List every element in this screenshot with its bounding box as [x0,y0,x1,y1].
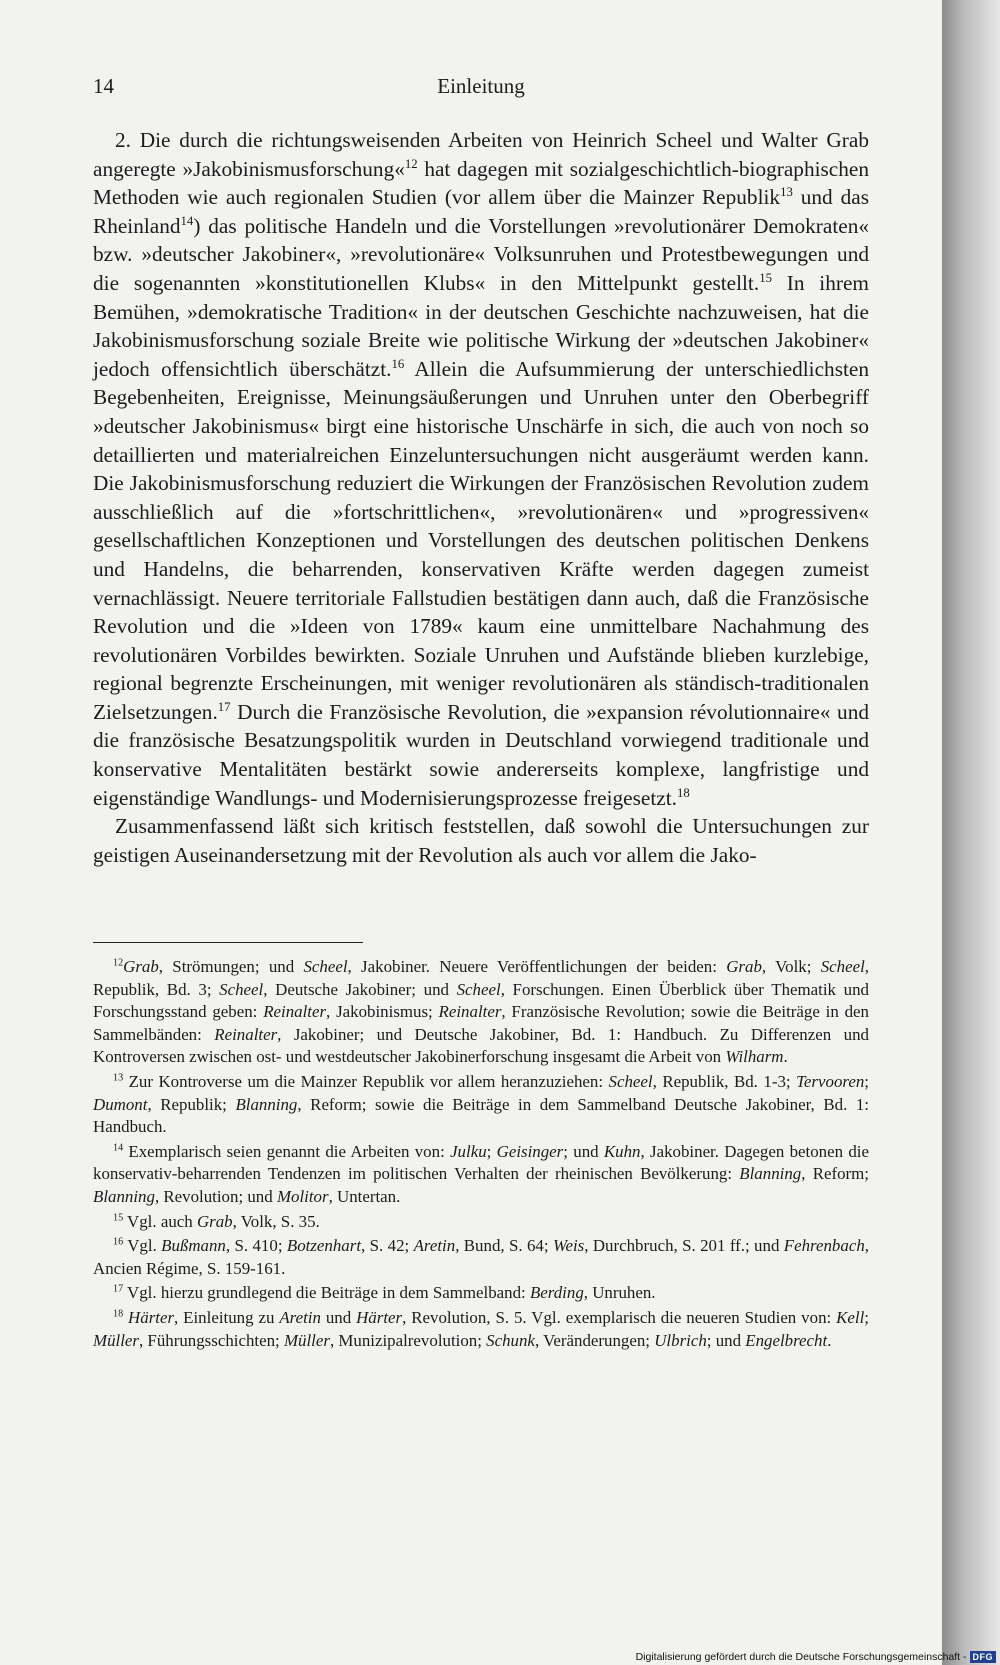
cited-author: Geisinger [496,1141,564,1161]
cited-author: Blanning [93,1186,155,1206]
footnote: $^{12}$Grab, Strömungen; und Scheel, Jakobiner. Neuere Veröffentlichungen der beiden: Grab, Volk; Scheel, Republik, Bd. 3; Scheel, Deutsche Jakobiner; und Scheel, Forschungen. Einen Überblick über Thematik und Forschungsstand geben: Reinalter, Jakobinismus; Reinalter, Französische Revolution; sowie die Beiträge in den Sammelbänden: Reinalter, Jakobiner; und Deutsche Jakobiner, Bd. 1: Handbuch. Zu Differenzen und Kontroversen zwischen ost- und westdeutscher Jakobinerforschung insgesamt die Arbeit von Wilharm. [93,957,869,1067]
cited-author: Dumont [93,1094,148,1114]
cited-author: Engelbrecht [745,1330,828,1350]
cited-author: Scheel [303,957,348,976]
footnote-ref: 18 [677,785,690,800]
cited-author: Weis [552,1236,585,1256]
cited-author: Härter [128,1307,175,1327]
cited-author: Bußmann [161,1236,226,1256]
cited-author: Scheel [219,979,264,999]
cited-author: Botzenhart [286,1236,362,1256]
cited-author: Scheel [608,1071,653,1091]
cited-author: Müller [283,1330,330,1350]
cited-author: Müller [93,1330,139,1350]
cited-author: Reinalter [214,1024,278,1044]
cited-author: Grab [196,1211,233,1231]
cited-author: Kuhn [603,1141,641,1161]
book-edge-shadow [942,0,1000,1665]
page-number: 14 [93,74,114,98]
cited-author: Molitor [276,1186,329,1206]
footnote-number: 17 [113,1283,124,1295]
footnote-number: 16 [113,1236,124,1248]
cited-author: Berding [529,1283,584,1303]
running-head: Einleitung [437,74,525,98]
cited-author: Ulbrich [654,1330,707,1350]
footnote-ref: 15 [759,270,772,285]
cited-author: Grab [726,957,762,976]
cited-author: Reinalter [263,1002,327,1022]
cited-author: Aretin [413,1236,456,1256]
footnote-number: 18 [113,1308,124,1320]
footnote-ref: 12 [404,156,418,171]
cited-author: Julku [450,1141,487,1161]
paragraph: 2. Die durch die richtungsweisenden Arbeiten von Heinrich Scheel und Walter Grab angeregte »Jakobinismusforschung«$^{12}$ hat dagegen mit sozialgeschichtlich-biographischen Methoden wie auch regionalen Studien (vor allem über die Mainzer Republik$^{13}$ und das Rheinland$^{14}$) das politische Handeln und die Vorstellungen »revolutionärer Demokraten« bzw. »deutscher Jakobiner«, »revolutionäre« Volksunruhen und Protestbewegungen und die sogenannten »konstitutionellen Klubs« in den Mittelpunkt gestellt.$^{15}$ In ihrem Bemühen, »demokratische Tradition« in der deutschen Geschichte nachzuweisen, hat die Jakobinismusforschung soziale Breite wie politische Wirkung der »deutschen Jakobiner« jedoch offensichtlich überschätzt.$^{16}$ Allein die Aufsummierung der unterschiedlichsten Begebenheiten, Ereignisse, Meinungsäußerungen und Unruhen unter den Oberbegriff »deutscher Jakobinismus« birgt eine historische Unschärfe in sich, die auch von noch so detaillierten und materialreichen Einzeluntersuchungen nicht ausgeräumt werden kann. Die Jakobinismusforschung reduziert die Wirkungen der Französischen Revolution zudem ausschließlich auf die »fortschrittlichen«, »revolutionären« und »progressiven« gesellschaftlichen Konzeptionen und Vorstellungen des deutschen politischen Denkens und Handelns, die beharrenden, konservativen Kräfte werden dagegen zumeist vernachlässigt. Neuere territoriale Fallstudien bestätigen dann auch, daß die Französische Revolution und die »Ideen von 1789« kaum eine unmittelbare Nachahmung des revolutionären Vorbildes bewirkten. Soziale Unruhen und Aufstände blieben kurzlebige, regional begrenzte Erscheinungen, mit weniger revolutionären als ständisch-traditionalen Zielsetzungen.$^{17}$ Durch die Französische Revolution, die »expansion révolutionnaire« und die französische Besatzungspolitik wurden in Deutschland vorwiegend traditionale und konservative Mentalitäten bestärkt sowie andererseits komplexe, langfristige und eigenständige Wandlungs- und Modernisierungsprozesse freigesetzt.$^{18}$ [93,128,870,810]
footnote: $^{15}$ Vgl. auch Grab, Volk, S. 35. [113,1211,320,1231]
paragraph: Zusammenfassend läßt sich kritisch feststellen, daß sowohl die Untersuchungen zur geistigen Auseinandersetzung mit der Revolution als auch vor allem die Jako- [93,814,869,867]
footnote: $^{16}$ Vgl. Bußmann, S. 410; Botzenhart, S. 42; Aretin, Bund, S. 64; Weis, Durchbruch, S. 201 ff.; und Fehrenbach, Ancien Régime, S. 159-161. [93,1236,869,1278]
footnote-number: 14 [113,1142,124,1154]
cited-author: Kell [836,1307,865,1327]
cited-author: Fehrenbach [783,1236,865,1256]
footnote-number: 12 [113,957,124,969]
footnote: $^{14}$ Exemplarisch seien genannt die Arbeiten von: Julku; Geisinger; und Kuhn, Jakobiner. Dagegen betonen die konservativ-beharrenden Tendenzen im politischen Verhalten der rheinischen Bevölkerung: Blanning, Reform; Blanning, Revolution; und Molitor, Untertan. [93,1141,870,1206]
footnote: $^{18}$ Härter, Einleitung zu Aretin und Härter, Revolution, S. 5. Vgl. exemplarisch die neueren Studien von: Kell; Müller, Führungsschichten; Müller, Munizipalrevolution; Schunk, Veränderungen; Ulbrich; und Engelbrecht. [93,1307,869,1350]
cited-author: Scheel [456,979,501,999]
footnote-ref: 14 [180,213,194,228]
cited-author: Härter [356,1307,403,1327]
footnote-ref: 17 [217,699,231,714]
cited-author: Scheel [820,957,865,976]
footnote-number: 15 [113,1211,124,1223]
credit-text: Digitalisierung gefördert durch die Deutsche Forschungsgemeinschaft - [635,1651,967,1663]
dfg-logo-icon: DFG [970,1651,997,1663]
footnote-ref: 16 [391,356,405,371]
cited-author: Grab [123,957,159,976]
footnote: $^{17}$ Vgl. hierzu grundlegend die Beiträge in dem Sammelband: Berding, Unruhen. [113,1283,656,1303]
digitization-credit [636,1651,996,1663]
footnote-number: 13 [113,1072,124,1084]
footnote-ref: 13 [780,185,793,200]
cited-author: Wilharm [725,1047,784,1067]
cited-author: Tervooren [796,1071,865,1091]
cited-author: Blanning [739,1164,802,1184]
page-header [93,74,869,104]
footnote: $^{13}$ Zur Kontroverse um die Mainzer Republik vor allem heranzuziehen: Scheel, Republik, Bd. 1-3; Tervooren; Dumont, Republik; Blanning, Reform; sowie die Beiträge in dem Sammelband Deutsche Jakobiner, Bd. 1: Handbuch. [93,1071,869,1137]
cited-author: Schunk [486,1330,535,1350]
main-text [93,126,869,869]
cited-author: Blanning [235,1094,298,1114]
cited-author: Reinalter [438,1002,502,1022]
cited-author: Aretin [279,1307,321,1327]
footnote-separator [93,942,363,943]
footnotes [93,956,869,1352]
